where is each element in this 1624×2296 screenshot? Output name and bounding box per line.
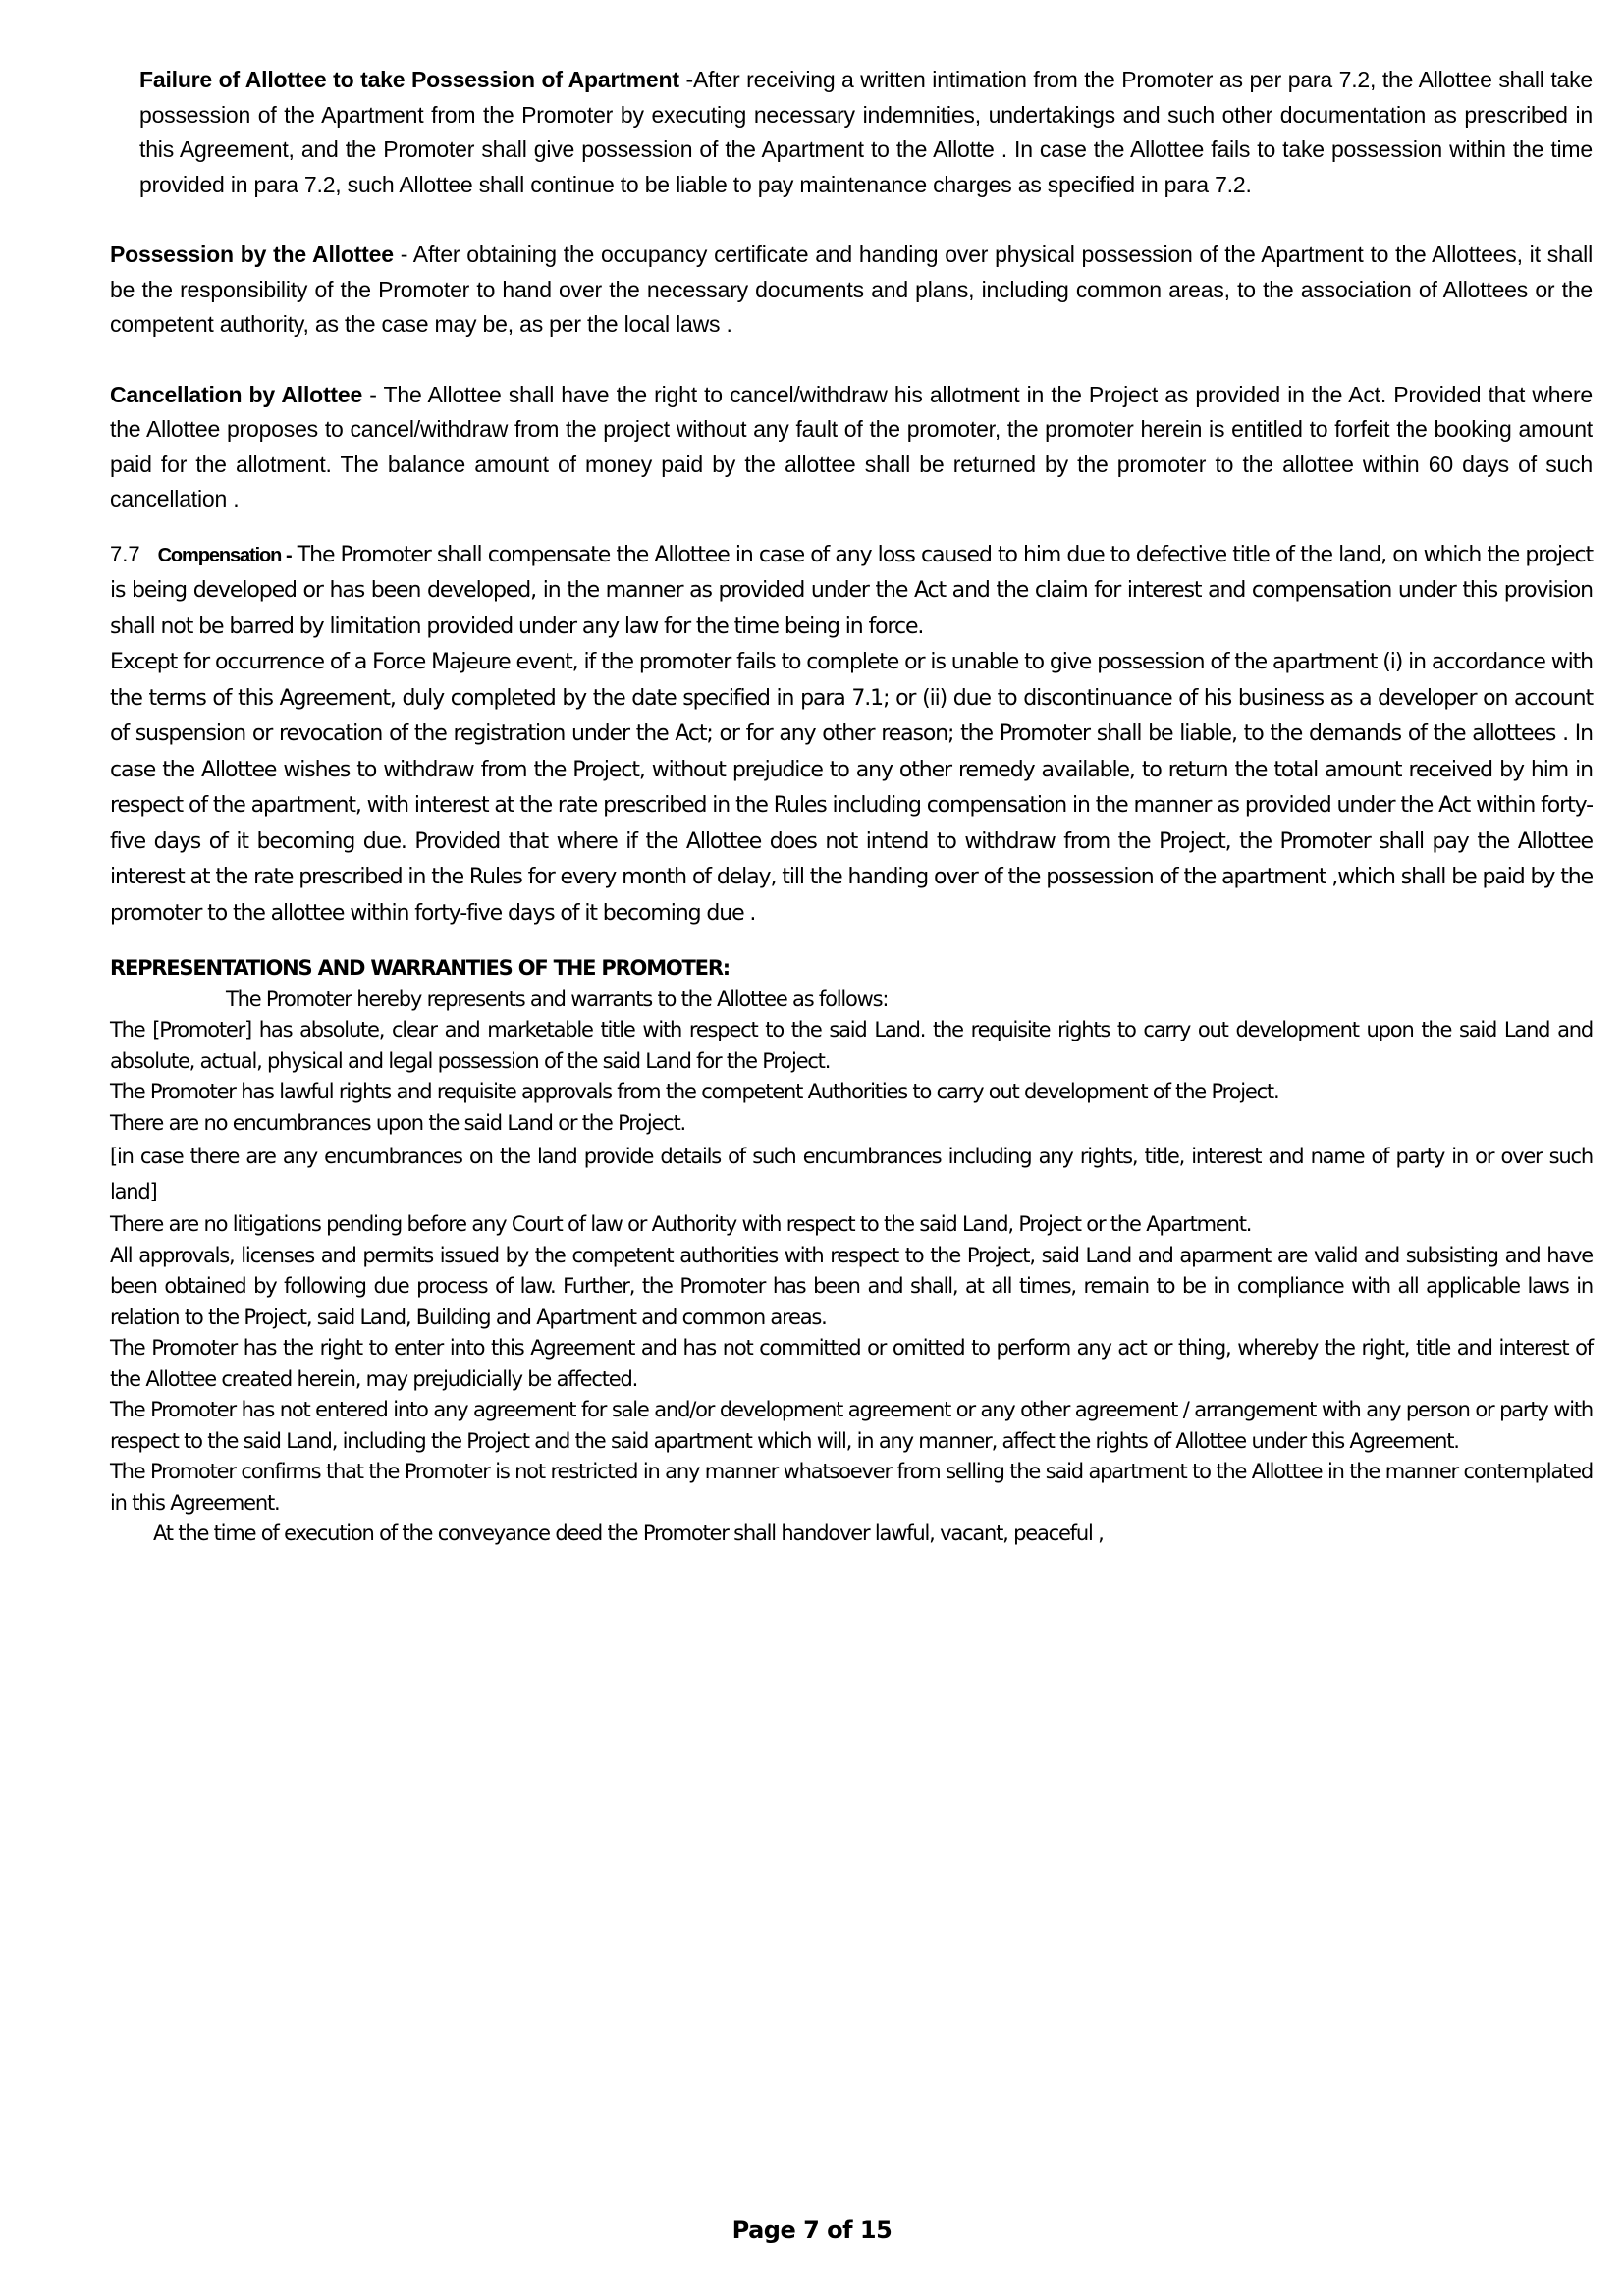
representations-intro: The Promoter hereby represents and warrants to the Allottee as follows: bbox=[226, 987, 889, 1011]
document-page bbox=[110, 63, 1593, 1550]
cancellation-heading: Cancellation by Allottee bbox=[110, 381, 363, 407]
failure-paragraph bbox=[110, 63, 1593, 202]
representation-item: There are no encumbrances upon the said Land or the Project. bbox=[110, 1110, 686, 1135]
representation-item: [in case there are any encumbrances on the land provide details of such encumbrances including any rights, title, interest and name of party in or over such land] bbox=[110, 1145, 1593, 1203]
section-number: 7.7 bbox=[110, 541, 140, 566]
failure-heading: Failure of Allottee to take Possession of Apartment bbox=[139, 67, 679, 92]
representations-heading-text: REPRESENTATIONS AND WARRANTIES OF THE PROMOTER: bbox=[110, 956, 730, 980]
cancellation-paragraph bbox=[110, 378, 1593, 517]
representation-final: At the time of execution of the conveyance deed the Promoter shall handover lawful, vacant, peaceful , bbox=[153, 1522, 1104, 1545]
compensation-paragraph bbox=[110, 537, 1593, 646]
page-number: Page 7 of 15 bbox=[731, 2216, 893, 2244]
representation-item: There are no litigations pending before any Court of law or Authority with respect to the said Land, Project or the Apartment. bbox=[110, 1212, 1252, 1236]
possession-body: - After obtaining the occupancy certificate and handing over physical possession of the Apartment to the Allottees, it shall be the responsibility of the Promoter to hand over the necessary documents and plans, including common areas, to the association of Allottees or the competent authority, as the case may be, as per the local laws . bbox=[110, 241, 1593, 337]
representation-item: The Promoter has not entered into any agreement for sale and/or development agreement or any other agreement / arrangement with any person or party with respect to the said Land, including the Project and the said apartment which will, in any manner, affect the rights of Allottee under this Agreement. bbox=[110, 1398, 1593, 1453]
failure-body: -After receiving a written intimation from the Promoter as per para 7.2, the Allottee shall take possession of the Apartment from the Promoter by executing necessary indemnities, undertakings and such other documentation as prescribed in this Agreement, and the Promoter shall give possession of the Apartment to the Allotte . In case the Allottee fails to take possession within the time provided in para 7.2, such Allottee shall continue to be liable to pay maintenance charges as specified in para 7.2. bbox=[139, 67, 1593, 197]
cancellation-body: - The Allottee shall have the right to cancel/withdraw his allotment in the Project as provided in the Act. Provided that where the Allottee proposes to cancel/withdraw from the project without any fault of the promoter, the promoter herein is entitled to forfeit the booking amount paid for the allotment. The balance amount of money paid by the allottee shall be returned by the promoter to the allottee within 60 days of such cancellation . bbox=[110, 381, 1593, 511]
compensation-body: The Promoter shall compensate the Allottee in case of any loss caused to him due to defective title of the land, on which the project is being developed or has been developed, in the manner as provided under the Act and the claim for interest and compensation under this provision shall not be barred by limitation provided under any law for the time being in force. bbox=[110, 542, 1593, 639]
compensation-heading: Compensation - bbox=[157, 544, 292, 566]
possession-heading: Possession by the Allottee bbox=[110, 241, 394, 267]
representation-item: The [Promoter] has absolute, clear and marketable title with respect to the said Land. the requisite rights to carry out development upon the said Land and absolute, actual, physical and legal possession of the said Land for the Project. bbox=[110, 1018, 1593, 1073]
possession-paragraph bbox=[110, 238, 1593, 343]
representation-item: The Promoter confirms that the Promoter is not restricted in any manner whatsoever from selling the said apartment to the Allottee in the manner contemplated in this Agreement. bbox=[110, 1460, 1593, 1515]
representations-heading bbox=[110, 953, 1593, 985]
representation-item: The Promoter has lawful rights and requisite approvals from the competent Authorities to carry out development of the Project. bbox=[110, 1080, 1279, 1103]
force-majeure-paragraph: Except for occurrence of a Force Majeure event, if the promoter fails to complete or is unable to give possession of the apartment (i) in accordance with the terms of this Agreement, duly completed by the date specified in para 7.1; or (ii) due to discontinuance of his business as a developer on account of suspension or revocation of the registration under the Act; or for any other reason; the Promoter shall be liable, to the demands of the allottees . In case the Allottee wishes to withdraw from the Project, without prejudice to any other remedy available, to return the total amount received by him in respect of the apartment, with interest at the rate prescribed in the Rules including compensation in the manner as provided under the Act within forty-five days of it becoming due. Provided that where if the Allottee does not intend to withdraw from the Project, the Promoter shall pay the Allottee interest at the rate prescribed in the Rules for every month of delay, till the handing over of the possession of the apartment ,which shall be paid by the promoter to the allottee within forty-five days of it becoming due . bbox=[110, 650, 1593, 926]
representation-item: The Promoter has the right to enter into this Agreement and has not committed or omitted to perform any act or thing, whereby the right, title and interest of the Allottee created herein, may prejudicially be affected. bbox=[110, 1336, 1593, 1391]
representation-item: All approvals, licenses and permits issued by the competent authorities with respect to the Project, said Land and aparment are valid and subsisting and have been obtained by following due process of law. Further, the Promoter has been and shall, at all times, remain to be in compliance with all applicable laws in relation to the Project, said Land, Building and Apartment and common areas. bbox=[110, 1243, 1593, 1329]
